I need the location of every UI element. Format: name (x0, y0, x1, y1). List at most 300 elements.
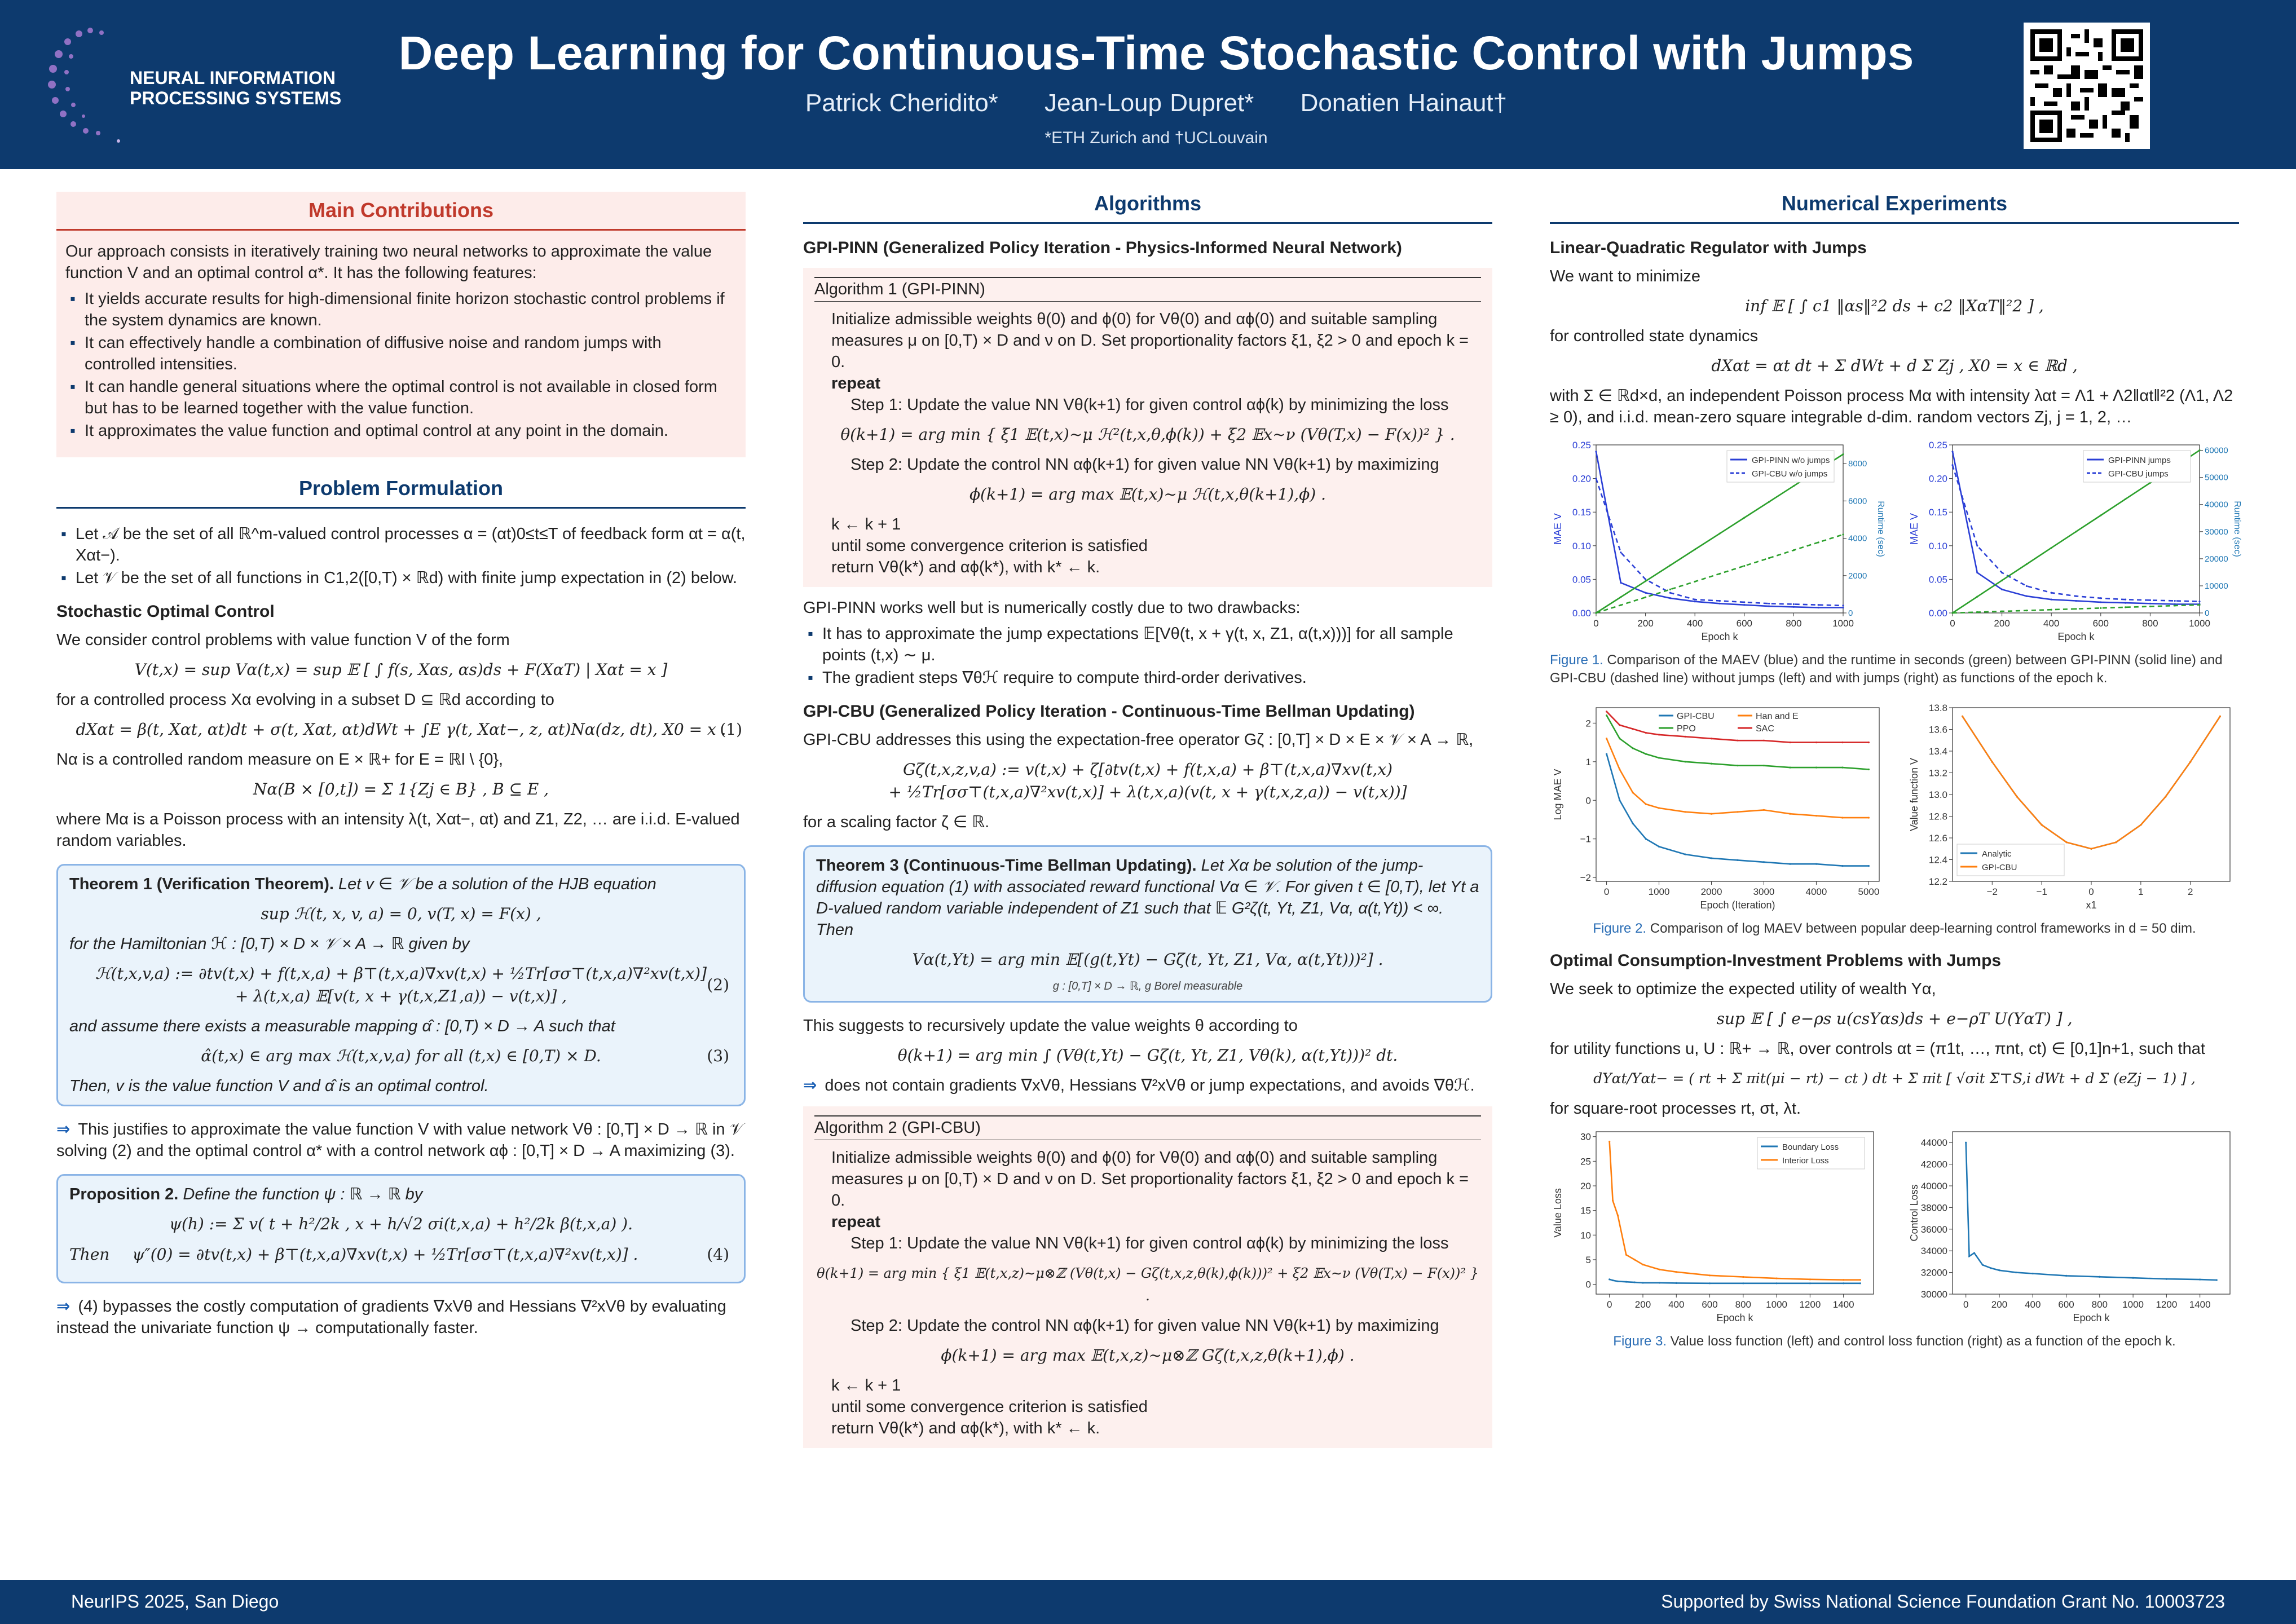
implies-arrow-icon: ⇒ (803, 1076, 817, 1095)
data-point (1737, 765, 1738, 766)
algorithm-until: until some convergence criterion is satisfied (831, 537, 1148, 555)
x-tick-label: 800 (1735, 1299, 1752, 1310)
data-point (1737, 740, 1738, 742)
data-point (1859, 1282, 1861, 1284)
data-point (1645, 597, 1646, 598)
wealth-dynamics-equation: dYαt/Yαt− = ( rt + Σ πit(μi − rt) − ct ) dt + Σ πit [ √σit Σ⊤S,i dWt + d Σ (eZj − 1) ] , (1593, 1070, 2196, 1087)
data-point (2149, 603, 2151, 604)
poster-footer (0, 1580, 2296, 1624)
data-point (1793, 549, 1795, 551)
contributions-title: Main Contributions (56, 192, 746, 231)
data-point (1842, 533, 1844, 535)
data-point (1815, 742, 1817, 743)
figure1-charts (1550, 437, 2242, 646)
data-point (2001, 589, 2003, 590)
data-point (1763, 861, 1765, 863)
data-point (1815, 766, 1817, 768)
data-point (1737, 811, 1738, 813)
data-point (1645, 804, 1647, 805)
figure3-right-chart (1906, 1124, 2239, 1327)
y2-tick-label: 6000 (1848, 496, 1867, 506)
utility-objective-equation: sup 𝔼 [ ∫ e−ρs u(csYαs)ds + e−ρT U(YαT) ] , (1716, 1009, 2073, 1028)
data-point (1620, 582, 1621, 584)
data-point (1841, 766, 1843, 768)
data-point (1718, 533, 1720, 535)
algorithm-increment: k ← k + 1 (831, 515, 901, 533)
x-tick-label: 600 (1702, 1299, 1718, 1310)
data-point (2001, 580, 2003, 581)
argmax-equation: α̂(t,x) ∈ arg max ℋ(t,x,v,a) for all (t,x) ∈ [0,T) × D. (3) (201, 1047, 729, 1065)
recursive-update-equation: θ(k+1) = arg min ∫ (Vθ(t,Yt) − Gζ(t, Yt, Z1, Vθ(k), α(t,Yt)))² dt. (897, 1046, 1398, 1065)
y-tick-label: 34000 (1920, 1246, 1947, 1257)
sde-equation: dXαt = β(t, Xαt, αt)dt + σ(t, Xαt, αt)dWt + ∫E γ(t, Xαt−, z, αt)Nα(dz, dt), X0 = x . (1) (76, 720, 742, 739)
data-point (1669, 564, 1671, 566)
data-point (2032, 1273, 2034, 1274)
data-point (1632, 823, 1633, 824)
data-point (1982, 1264, 1984, 1266)
data-point (1709, 1274, 1711, 1276)
list-item: ▪ It can effectively handle a combination of diffusive noise and random jumps with controlled intensities. (65, 332, 737, 375)
data-point (2198, 604, 2200, 606)
data-point (1743, 601, 1745, 603)
data-point (1976, 596, 1978, 598)
data-point (2075, 595, 2077, 597)
x-tick-label: 600 (2058, 1299, 2074, 1310)
data-point (1818, 607, 1819, 608)
data-point (2051, 592, 2052, 594)
x-tick-label: 1000 (1832, 618, 1854, 629)
data-point (2189, 761, 2191, 763)
data-point (1634, 1281, 1636, 1283)
logo-text: NEURAL INFORMATION PROCESSING SYSTEMS (130, 68, 342, 108)
algorithm1-step1: Step 1: Update the value NN Vθ(k+1) for given control αϕ(k) by minimizing the loss (850, 396, 1449, 414)
data-point (2198, 449, 2200, 451)
column-left (56, 192, 746, 1339)
data-point (2115, 841, 2117, 843)
algorithm-repeat: repeat (831, 1213, 881, 1231)
x-tick-label: 200 (1637, 618, 1654, 629)
y-tick-label: −1 (1580, 833, 1591, 845)
data-point (2149, 606, 2151, 607)
data-point (1809, 1278, 1811, 1280)
y-tick-label: 13.4 (1928, 746, 1947, 757)
problem-list (56, 523, 746, 589)
data-point (1991, 761, 1993, 763)
y-tick-label: −2 (1580, 872, 1591, 884)
data-point (2216, 1279, 2218, 1281)
data-point (1768, 501, 1770, 502)
x-tick-label: 0 (1603, 886, 1610, 897)
x-tick-label: 400 (2043, 618, 2060, 629)
problem-title: Problem Formulation (56, 476, 746, 509)
data-point (1606, 710, 1607, 712)
lqr-title: Linear-Quadratic Regulator with Jumps (1550, 239, 1867, 257)
x-tick-label: 1000 (2122, 1299, 2144, 1310)
data-point (1619, 738, 1620, 739)
author-list (395, 89, 1918, 117)
legend-label: SAC (1756, 724, 1774, 734)
data-point (1694, 581, 1696, 582)
y-tick-label: 13.0 (1928, 789, 1947, 800)
soc-intro: We consider control problems with value function V of the form (56, 631, 510, 649)
data-point (1843, 1282, 1844, 1284)
y-tick-label: 13.2 (1928, 767, 1947, 779)
y2-tick-label: 60000 (2205, 445, 2228, 456)
theorem3-box (803, 845, 1492, 1003)
data-point (1711, 763, 1712, 765)
soc-title: Stochastic Optimal Control (56, 602, 275, 621)
data-point (1818, 541, 1819, 543)
figure2-charts (1550, 700, 2239, 914)
x-tick-label: 600 (1736, 618, 1752, 629)
data-point (1743, 565, 1745, 567)
x-tick-label: 1000 (1648, 886, 1670, 897)
data-point (1842, 607, 1844, 608)
data-point (1998, 1269, 2000, 1271)
legend-label: Han and E (1756, 712, 1799, 721)
author-3: Donatien Hainaut† (1300, 89, 1508, 117)
lqr-text3: with Σ ∈ ℝd×d, an independent Poisson process Mα with intensity λαt = Λ1 + Λ2‖αt‖²2 (Λ1, Λ2 ≥ 0), and i.i.d. mean-zero square integrable d-dim. random vectors Zj, j = 1, 2, … (1550, 387, 2233, 426)
x-tick-label: 1200 (1799, 1299, 1821, 1310)
soc-text2: for a controlled process Xα evolving in a subset D ⊆ ℝd according to (56, 691, 554, 709)
data-point (1968, 1255, 1970, 1257)
figure3-charts (1550, 1124, 2239, 1327)
data-point (1737, 859, 1738, 861)
algorithm2-box (803, 1106, 1492, 1448)
value-function-equation: V(t,x) = sup Vα(t,x) = sup 𝔼 [ ∫ f(s, Xαs, αs)ds + F(XαT) | Xαt = x ] (134, 660, 668, 679)
y-tick-label: 38000 (1920, 1202, 1947, 1213)
y-axis-label: Value function V (1909, 758, 1920, 831)
data-point (1645, 838, 1647, 840)
data-point (1962, 716, 1963, 717)
data-point (1620, 604, 1621, 606)
data-point (2165, 796, 2166, 797)
plot-frame (1953, 1132, 2230, 1294)
data-point (1789, 742, 1791, 743)
y-axis-label: Log MAE V (1552, 769, 1563, 820)
data-point (1868, 769, 1870, 770)
data-point (1793, 603, 1795, 605)
data-point (1684, 761, 1686, 762)
data-point (1617, 1281, 1619, 1282)
conference-label: NeurIPS 2025, San Diego (71, 1591, 279, 1612)
data-point (2075, 531, 2077, 532)
figure1-caption: Figure 1. Comparison of the MAEV (blue) and the runtime in seconds (green) between GPI-PINN (solid line) and GPI-CBU (dashed line) without jumps (left) and with jumps (right) as functions of the epoch k. (1550, 652, 2223, 686)
hamiltonian-equation: ℋ(t,x,v,a) := ∂tv(t,x) + f(t,x,a) + β⊤(t,x,a)∇xv(t,x) + ½Tr[σσ⊤(t,x,a)∇²xv(t,x)] + λ(t,x,a) 𝔼[v(t, x + γ(t,x,Z1,a)) − v(t,x)] , (2) (95, 964, 729, 1005)
data-point (1612, 1200, 1614, 1202)
figure2-right-chart (1906, 700, 2239, 914)
data-point (1793, 606, 1795, 608)
data-point (2001, 572, 2003, 573)
data-point (1789, 766, 1791, 768)
algorithm2-step2: Step 2: Update the control NN αϕ(k+1) for given value NN Vθ(k+1) by maximizing (850, 1317, 1439, 1335)
data-point (1684, 811, 1686, 813)
data-point (1768, 603, 1770, 604)
y-tick-label: 0.00 (1572, 608, 1591, 619)
y-tick-label: 0.20 (1928, 473, 1947, 484)
data-point (1658, 734, 1660, 735)
algorithm-return: return Vθ(k*) and αϕ(k*), with k* ← k. (831, 1419, 1100, 1437)
data-point (1606, 738, 1607, 739)
algorithm1-loss-equation: θ(k+1) = arg min { ξ1 𝔼(t,x)∼μ ℋ²(t,x,θ,ϕ(k)) + ξ2 𝔼x∼ν (Vθ(T,x) − F(x))² } . (840, 425, 1455, 444)
y-tick-label: 0.05 (1572, 574, 1591, 585)
data-point (1659, 1269, 1660, 1270)
y2-tick-label: 0 (1848, 608, 1853, 618)
proposition2-head: Proposition 2. Define the function ψ : ℝ → ℝ by (69, 1185, 423, 1203)
data-point (1951, 612, 1953, 614)
x-tick-label: −1 (2036, 886, 2047, 897)
y-tick-label: 12.8 (1928, 811, 1947, 822)
legend-label: GPI-PINN w/o jumps (1752, 456, 1830, 465)
data-point (1763, 809, 1765, 811)
data-point (1868, 817, 1870, 818)
gpi-pinn-title: GPI-PINN (Generalized Policy Iteration - Physics-Informed Neural Network) (803, 239, 1402, 257)
y2-tick-label: 10000 (2205, 581, 2228, 591)
neurips-logo-mark (39, 23, 130, 147)
bellman-equation: Vα(t,Yt) = arg min 𝔼[(g(t,Yt) − Gζ(t, Yt, Z1, Vα, α(t,Yt)))²] . (912, 950, 1383, 969)
algorithm1-init: Initialize admissible weights θ(0) and ϕ(0) for Vθ(0) and αϕ(0) and suitable sampling measures μ on [0,T) × D and ν on D. Set proportionality factors ξ1, ξ2 > 0 and epoch k = 0. (831, 310, 1469, 371)
data-point (1658, 757, 1660, 758)
data-point (2051, 547, 2052, 549)
data-point (1606, 753, 1607, 755)
legend-label: GPI-CBU jumps (2108, 469, 2169, 479)
implies-text: ⇒ does not contain gradients ∇xVθ, Hessians ∇²xVθ or jump expectations, and avoids ∇θℋ. (803, 1076, 1475, 1095)
column-middle (803, 192, 1492, 1458)
data-point (1711, 813, 1712, 815)
data-point (1711, 857, 1712, 859)
data-point (1789, 813, 1791, 815)
affiliations: *ETH Zurich and †UCLouvain (1045, 129, 1268, 147)
data-point (1743, 517, 1745, 519)
qr-code-icon (2030, 29, 2143, 142)
figure2-caption: Figure 2. Comparison of log MAEV between popular deep-learning control frameworks in d = 50 dim. (1593, 921, 2196, 936)
y-axis-label: MAE V (1552, 513, 1563, 545)
implies-arrow-icon: ⇒ (56, 1120, 70, 1138)
oci-text3: for square-root processes rt, σt, λt. (1550, 1100, 1801, 1118)
data-point (2219, 716, 2221, 717)
plot-frame (1596, 708, 1879, 881)
oci-text2: for utility functions u, U : ℝ+ → ℝ, over controls αt = (π1t, …, πnt, ct) ∈ [0,1]n+1, such that (1550, 1040, 2205, 1058)
data-point (1645, 732, 1647, 734)
x-tick-label: 0 (1606, 1299, 1612, 1310)
theorem1-conclusion: Then, v is the value function V and α̂ is an optimal control. (69, 1077, 489, 1095)
data-point (1658, 807, 1660, 809)
data-point (1976, 611, 1978, 613)
data-point (2100, 601, 2101, 603)
y-tick-label: 10 (1580, 1230, 1591, 1241)
data-point (1694, 549, 1696, 550)
y-tick-label: 20 (1580, 1181, 1591, 1191)
data-point (2174, 600, 2176, 602)
figure2-left-chart (1550, 700, 1888, 914)
data-point (1619, 724, 1620, 726)
data-point (2125, 606, 2126, 608)
x-tick-label: 2000 (1700, 886, 1722, 897)
algorithm-until: until some convergence criterion is satisfied (831, 1398, 1148, 1416)
author-1: Patrick Cheridito* (805, 89, 998, 117)
data-point (2100, 597, 2101, 599)
x-tick-label: −2 (1986, 886, 1998, 897)
data-point (2100, 514, 2101, 516)
data-point (1632, 747, 1633, 749)
y-axis-label: Control Loss (1909, 1184, 1920, 1242)
data-point (1743, 604, 1745, 606)
data-point (1642, 1264, 1643, 1265)
algorithm-increment: k ← k + 1 (831, 1376, 901, 1394)
data-point (1763, 740, 1765, 742)
legend-label: GPI-CBU (1677, 712, 1715, 721)
y-tick-label: 0.25 (1572, 440, 1591, 451)
y-tick-label: 0.05 (1928, 574, 1947, 585)
data-point (1742, 1282, 1744, 1284)
y-tick-label: 0 (1585, 1279, 1591, 1290)
x-axis-label: Epoch k (1716, 1312, 1753, 1323)
soc-text4: where Mα is a Poisson process with an intensity λ(t, Xαt−, αt) and Z1, Z2, … are i.i.d. E-valued random variables. (56, 810, 740, 850)
data-point (2125, 599, 2126, 601)
qr-code[interactable] (2024, 23, 2150, 149)
data-point (2026, 610, 2028, 611)
y-tick-label: 0 (1585, 795, 1591, 806)
data-point (1617, 1215, 1619, 1216)
y-tick-label: 44000 (1920, 1137, 1947, 1149)
data-point (2090, 848, 2092, 850)
data-point (2125, 602, 2126, 604)
data-point (2065, 841, 2067, 843)
data-point (1763, 765, 1765, 766)
x-tick-label: 5000 (1858, 886, 1880, 897)
y-tick-label: 0.10 (1572, 540, 1591, 551)
data-point (2166, 1278, 2167, 1280)
x-tick-label: 0 (1593, 618, 1599, 629)
poster-header (0, 0, 2296, 169)
y-tick-label: 0.00 (1928, 608, 1947, 619)
data-point (2198, 601, 2200, 602)
x-tick-label: 800 (1786, 618, 1802, 629)
data-point (1620, 596, 1621, 598)
lqr-dynamics-equation: dXαt = αt dt + Σ dWt + d Σ Zj , X0 = x ∈ ℝd , (1711, 356, 2078, 375)
y2-tick-label: 40000 (2205, 500, 2228, 510)
data-point (1859, 1279, 1861, 1281)
y-tick-label: 2 (1585, 718, 1591, 729)
data-point (1775, 1277, 1777, 1279)
lqr-text2: for controlled state dynamics (1550, 327, 1759, 345)
x-tick-label: 800 (2091, 1299, 2108, 1310)
oci-title: Optimal Consumption-Investment Problems with Jumps (1550, 951, 2002, 970)
author-2: Jean-Loup Dupret* (1045, 89, 1254, 117)
data-point (1789, 863, 1791, 865)
x-tick-label: 0 (1950, 618, 1955, 629)
data-point (1711, 738, 1712, 739)
legend-label: GPI-CBU (1982, 863, 2017, 872)
data-point (1676, 1282, 1677, 1284)
list-item: ▪ Let 𝒜 be the set of all ℝ^m-valued control processes α = (αt)0≤t≤T of feedback form αt = α(t, Xαt−). (56, 523, 746, 566)
poster-title: Deep Learning for Continuous-Time Stochastic Control with Jumps (398, 27, 1914, 80)
y-tick-label: 12.4 (1928, 854, 1947, 866)
x-tick-label: 400 (1668, 1299, 1685, 1310)
y2-axis-label: Runtime (sec) (2232, 501, 2242, 557)
data-point (1595, 612, 1597, 614)
list-item: ▪ It yields accurate results for high-dimensional finite horizon stochastic control problems if the system dynamics are known. (65, 288, 737, 331)
data-point (2065, 1275, 2067, 1277)
data-point (1625, 1281, 1627, 1283)
y-tick-label: 40000 (1920, 1181, 1947, 1191)
data-point (1634, 1259, 1636, 1260)
y-tick-label: 42000 (1920, 1159, 1947, 1170)
data-point (1951, 464, 1953, 466)
data-point (1818, 604, 1819, 606)
y-tick-label: 5 (1585, 1254, 1591, 1265)
x-tick-label: 200 (1991, 1299, 2008, 1310)
column-right (1550, 192, 2242, 1363)
data-point (1608, 1141, 1610, 1142)
algorithm2-maximize-equation: ϕ(k+1) = arg max 𝔼(t,x,z)∼μ⊗ℤ Gζ(t,x,z,θ(k+1),ϕ) . (941, 1346, 1355, 1365)
data-point (1595, 451, 1597, 452)
data-point (1742, 1276, 1744, 1278)
y2-tick-label: 50000 (2205, 473, 2228, 483)
y-tick-label: 30000 (1920, 1289, 1947, 1300)
argmin-subscript: g : [0,T] × D → ℝ, g Borel measurable (1052, 980, 1243, 992)
x-tick-label: 1000 (2189, 618, 2210, 629)
x-tick-label: 1200 (2156, 1299, 2178, 1310)
y2-tick-label: 4000 (1848, 533, 1867, 544)
theorem1-text2: for the Hamiltonian ℋ : [0,T) × D × 𝒱 × A → ℝ given by (69, 935, 470, 953)
y-tick-label: 15 (1580, 1205, 1591, 1216)
data-point (1608, 1278, 1610, 1280)
y2-axis-label: Runtime (sec) (1876, 501, 1885, 557)
data-point (1632, 792, 1633, 793)
data-point (1841, 817, 1843, 818)
list-item: ▪ The gradient steps ∇θℋ require to compute third-order derivatives. (803, 667, 1492, 689)
theorem1-box (56, 864, 746, 1106)
data-point (1684, 853, 1686, 855)
y-axis-label: Value Loss (1552, 1188, 1563, 1238)
legend-label: Boundary Loss (1782, 1142, 1839, 1152)
theorem3-head: Theorem 3 (Continuous-Time Bellman Updating). Let Xα be solution of the jump-diffusion equation (1) with associated reward functional Vα ∈ 𝒱. For given t ∈ [0,T), let Yt a D-valued random variable independent of Z1 such that 𝔼 G²ζ(t, Yt, Z1, Vα, α(t,Yt)) < ∞. Then (816, 857, 1479, 939)
data-point (1709, 1282, 1711, 1284)
contributions-intro: Our approach consists in iteratively training two neural networks to approximate the value function V and an optimal control α*. It has the following features: (65, 242, 712, 282)
data-point (1684, 736, 1686, 738)
data-point (2001, 611, 2003, 612)
data-point (1841, 742, 1843, 743)
data-point (1868, 865, 1870, 867)
algorithm1-title: Algorithm 1 (GPI-PINN) (814, 277, 1481, 302)
data-point (1645, 592, 1646, 594)
algorithm2-init: Initialize admissible weights θ(0) and ϕ(0) for Vθ(0) and αϕ(0) and suitable sampling measures μ on [0,T) × D and ν on D. Set proportionality factors ξ1, ξ2 > 0 and epoch k = 0. (831, 1149, 1469, 1210)
proposition2-box (56, 1174, 746, 1283)
legend-label: GPI-CBU w/o jumps (1752, 469, 1828, 479)
theorem1-head: Theorem 1 (Verification Theorem). Let v ∈ 𝒱 be a solution of the HJB equation (69, 875, 656, 893)
data-point (2026, 595, 2028, 597)
g-operator-equation: Gζ(t,x,z,v,a) := v(t,x) + ζ[∂tv(t,x) + f(t,x,a) + β⊤(t,x,a)∇xv(t,x) + ½Tr[σσ⊤(t,x,a)∇²xv(t,x)] + λ(t,x,a)(v(t, x + γ(t,x,z,a)) − v(t,x))] (888, 760, 1407, 801)
data-point (1718, 600, 1720, 602)
experiments-title: Numerical Experiments (1550, 192, 2239, 224)
y2-tick-label: 8000 (1848, 459, 1867, 469)
figure3-caption: Figure 3. Value loss function (left) and control loss function (right) as a function of the epoch k. (1613, 1334, 2176, 1349)
data-point (2041, 824, 2043, 826)
justify-text: ⇒ This justifies to approximate the value function V with value network Vθ : [0,T] × D → ℝ in 𝒱 solving (2) and the optimal control α* with a control network αϕ : [0,T] × D → A maximizing (3). (56, 1120, 743, 1160)
y-axis-label: MAE V (1909, 513, 1920, 545)
data-point (1965, 1142, 1967, 1144)
x-tick-label: 400 (2025, 1299, 2041, 1310)
data-point (1815, 863, 1817, 865)
y-tick-label: 12.2 (1928, 876, 1947, 887)
algorithm1-maximize-equation: ϕ(k+1) = arg max 𝔼(t,x)∼μ ℋ(t,x,θ(k+1),ϕ) . (969, 485, 1327, 504)
data-point (1669, 589, 1671, 590)
data-point (1645, 580, 1646, 582)
psi-second-derivative-equation: Then ψ″(0) = ∂tv(t,x) + β⊤(t,x,a)∇xv(t,x) + ½Tr[σσ⊤(t,x,a)∇²xv(t,x)] . (4) (69, 1245, 729, 1264)
data-point (2132, 1277, 2134, 1279)
data-point (1990, 1267, 1992, 1269)
